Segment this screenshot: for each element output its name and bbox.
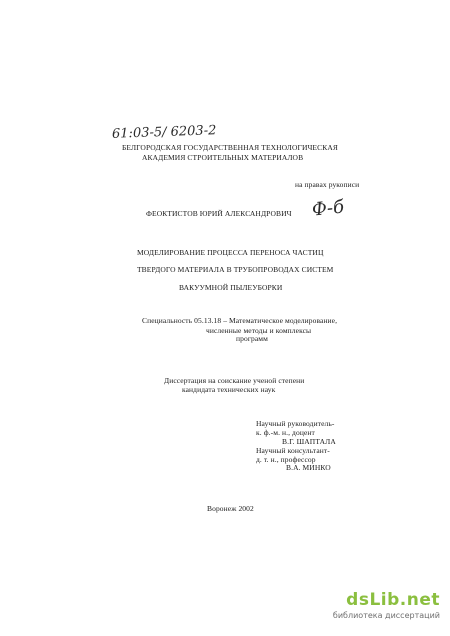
title-line-3: ВАКУУМНОЙ ПЫЛЕУБОРКИ bbox=[179, 283, 283, 292]
supervisor-degree: к. ф.-м. н., доцент bbox=[256, 428, 315, 437]
watermark-brand: dsLib.net bbox=[346, 590, 440, 610]
institution-line-2: АКАДЕМИЯ СТРОИТЕЛЬНЫХ МАТЕРИАЛОВ bbox=[142, 153, 304, 162]
place-year: Воронеж 2002 bbox=[207, 504, 254, 513]
institution-line-1: БЕЛГОРОДСКАЯ ГОСУДАРСТВЕННАЯ ТЕХНОЛОГИЧЕСКАЯ bbox=[122, 143, 338, 152]
title-line-1: МОДЕЛИРОВАНИЕ ПРОЦЕССА ПЕРЕНОСА ЧАСТИЦ bbox=[137, 248, 324, 257]
specialty-line-1: Специальность 05.13.18 – Математическое моделирование, bbox=[142, 316, 338, 325]
watermark-subtitle: библиотека диссертаций bbox=[332, 611, 440, 620]
specialty-line-2: численные методы и комплексы bbox=[206, 326, 312, 335]
specialty-line-3: программ bbox=[236, 334, 268, 343]
degree-line-2: кандидата технических наук bbox=[182, 385, 276, 394]
rights-note: на правах рукописи bbox=[295, 180, 360, 189]
dslib-watermark bbox=[320, 590, 440, 630]
consultant-label: Научный консультант- bbox=[256, 446, 330, 455]
supervisor-label: Научный руководитель- bbox=[256, 419, 335, 428]
handwritten-catalog-code: 61:03-5/ 6203-2 bbox=[111, 123, 217, 142]
author-name: ФЕОКТИСТОВ ЮРИЙ АЛЕКСАНДРОВИЧ bbox=[146, 209, 292, 218]
degree-line-1: Диссертация на соискание ученой степени bbox=[164, 376, 305, 385]
author-signature: Ф-б bbox=[310, 196, 346, 221]
consultant-name: В.А. МИНКО bbox=[286, 463, 331, 472]
consultant-degree: д. т. н., профессор bbox=[256, 455, 316, 464]
title-line-2: ТВЕРДОГО МАТЕРИАЛА В ТРУБОПРОВОДАХ СИСТЕМ bbox=[137, 265, 334, 274]
supervisor-name: В.Г. ШАПТАЛА bbox=[282, 437, 336, 446]
